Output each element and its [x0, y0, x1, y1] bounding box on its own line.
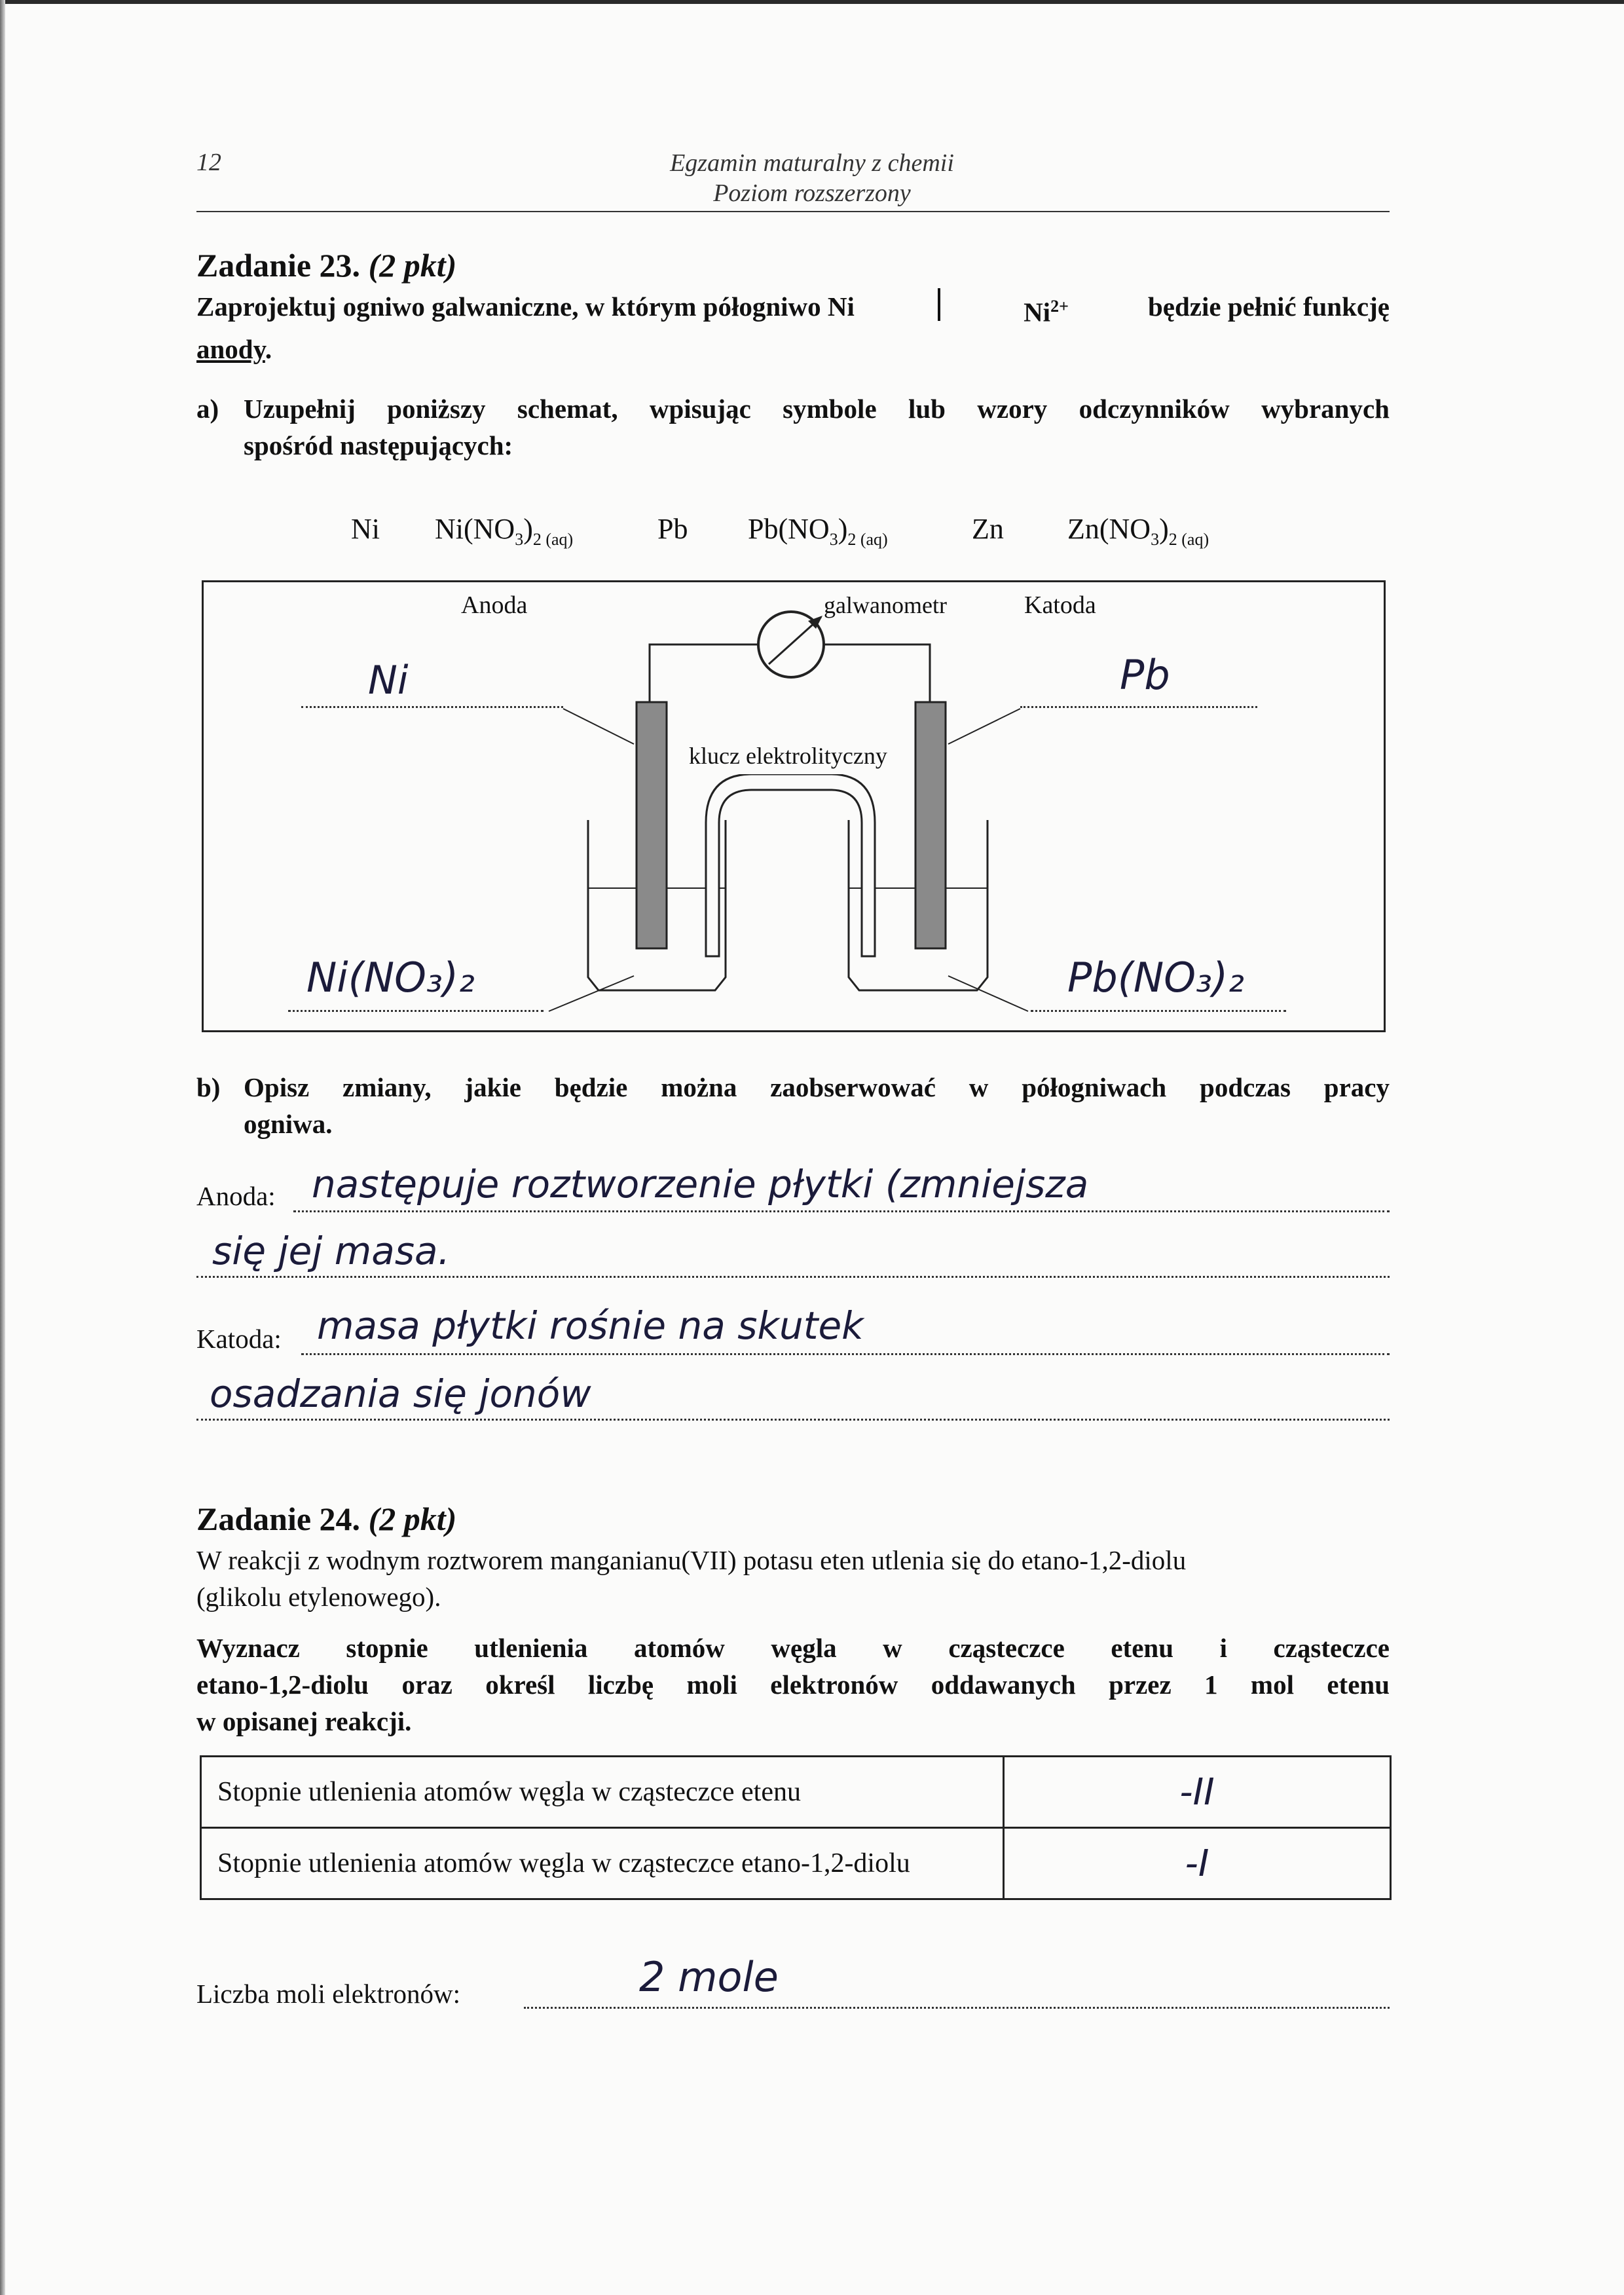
- task23-intro-ion-charge: 2+: [1050, 297, 1069, 316]
- reagent-zn-nitrate: $Zn(NO_3)_2$ $_{(aq)}$: [1067, 513, 1209, 549]
- task24-instr-line2: etano-1,2-diolu oraz określ liczbę moli elektronów oddawanych przez 1 mol etenu: [196, 1670, 1390, 1700]
- answer-line-anode-electrode: [301, 672, 563, 708]
- task23-intro-part1: Zaprojektuj ogniwo galwaniczne, w którym półogniwo Ni: [196, 291, 855, 322]
- exam-title-line2: Poziom rozszerzony: [713, 179, 911, 207]
- leader-cathode-solution: [948, 976, 1028, 1011]
- task24-intro-line1: W reakcji z wodnym roztworem manganianu(VII) potasu eten utlenia się do etano-1,2-diolu: [196, 1545, 1187, 1575]
- task24-instruction: [196, 1630, 1390, 1740]
- reagent-pb-nitrate: $Pb(NO_3)_2$ $_{(aq)}$: [748, 513, 888, 549]
- part-a-text: [244, 390, 1390, 464]
- part-b-text: [244, 1069, 1390, 1142]
- answer-cathode-electrode: Pb: [1120, 651, 1170, 699]
- part-a-label: a): [196, 394, 219, 424]
- leader-anode-electrode: [563, 709, 634, 744]
- electrons-answer: 2 mole: [639, 1953, 779, 2001]
- page-number: 12: [196, 149, 221, 176]
- answer-cathode-solution: Pb(NO₃)₂: [1067, 954, 1245, 1001]
- part-b-label: b): [196, 1072, 221, 1102]
- table-row: [201, 1757, 1391, 1828]
- task23-title: [196, 246, 456, 284]
- part-a-line1: Uzupełnij poniższy schemat, wpisując symbole lub wzory odczynników wybranych: [244, 394, 1390, 424]
- answer-anode-solution: Ni(NO₃)₂: [306, 954, 475, 1001]
- task23-intro-anode: anody: [196, 333, 265, 364]
- table-cell-label: Stopnie utlenienia atomów węgla w cząsteczce etano-1,2-diolu: [201, 1828, 1004, 1899]
- task23-points: (2 pkt): [368, 247, 457, 284]
- header-rule: [196, 211, 1390, 212]
- reagent-pb: Pb: [657, 513, 688, 545]
- answer-anode-electrode: Ni: [368, 658, 409, 703]
- anode-answer-line1: następuje roztworzenie płytki (zmniejsza: [312, 1162, 1089, 1206]
- task23-intro-end: .: [265, 333, 272, 364]
- task23-number: Zadanie 23.: [196, 247, 361, 284]
- task24-points: (2 pkt): [368, 1501, 457, 1537]
- electrode-cathode: [915, 702, 946, 948]
- scan-edge-top: [0, 0, 1624, 4]
- scan-edge-left: [0, 0, 5, 2295]
- cathode-label: Katoda: [1024, 591, 1096, 619]
- task23-intro-ion: Ni: [1024, 297, 1051, 327]
- table-cell-label: Stopnie utlenienia atomów węgla w cząsteczce etenu: [201, 1757, 1004, 1828]
- electrons-label: Liczba moli elektronów:: [196, 1979, 461, 2009]
- reagent-ni: Ni: [351, 513, 380, 545]
- galvanometer-label: galwanometr: [824, 592, 947, 618]
- task24-intro-line2: (glikolu etylenowego).: [196, 1582, 441, 1612]
- table-row: [201, 1828, 1391, 1899]
- task24-instr-line1: Wyznacz stopnie utlenienia atomów węgla w cząsteczce etenu i cząsteczce: [196, 1633, 1390, 1663]
- task24-number: Zadanie 24.: [196, 1501, 361, 1537]
- electrode-anode: [637, 702, 667, 948]
- cathode-answer-line2: osadzania się jonów: [210, 1371, 591, 1416]
- part-b-line2: ogniwa.: [244, 1109, 333, 1139]
- exam-title: [563, 148, 1061, 208]
- task24-title: [196, 1500, 456, 1538]
- task23-intro-part2: będzie pełnić funkcję: [1147, 291, 1390, 322]
- task23-intro: [196, 288, 1390, 367]
- table-cell-answer: -I: [1004, 1828, 1391, 1899]
- part-a-line2: spośród następujących:: [244, 430, 513, 460]
- leader-cathode-electrode: [948, 709, 1020, 744]
- task24-intro: [196, 1542, 1390, 1615]
- exam-title-line1: Egzamin maturalny z chemii: [670, 149, 954, 177]
- cathode-prefix: Katoda:: [196, 1324, 282, 1354]
- salt-bridge-label: klucz elektrolityczny: [689, 737, 887, 774]
- oxidation-states-table: [200, 1755, 1392, 1900]
- task24-instr-line3: w opisanej reakcji.: [196, 1706, 412, 1736]
- table-cell-answer: -II: [1004, 1757, 1391, 1828]
- cathode-answer-line1: masa płytki rośnie na skutek: [317, 1303, 864, 1348]
- anode-answer-line2: się jej masa.: [212, 1229, 451, 1273]
- wire-right: [824, 644, 930, 744]
- anode-prefix: Anoda:: [196, 1181, 276, 1211]
- reagent-ni-nitrate: $Ni(NO_3)_2$ $_{(aq)}$: [435, 513, 574, 549]
- reagent-zn: Zn: [972, 513, 1004, 545]
- part-b-line1: Opisz zmiany, jakie będzie można zaobserwować w półogniwach podczas pracy: [244, 1072, 1390, 1102]
- anode-label: Anoda: [461, 591, 528, 619]
